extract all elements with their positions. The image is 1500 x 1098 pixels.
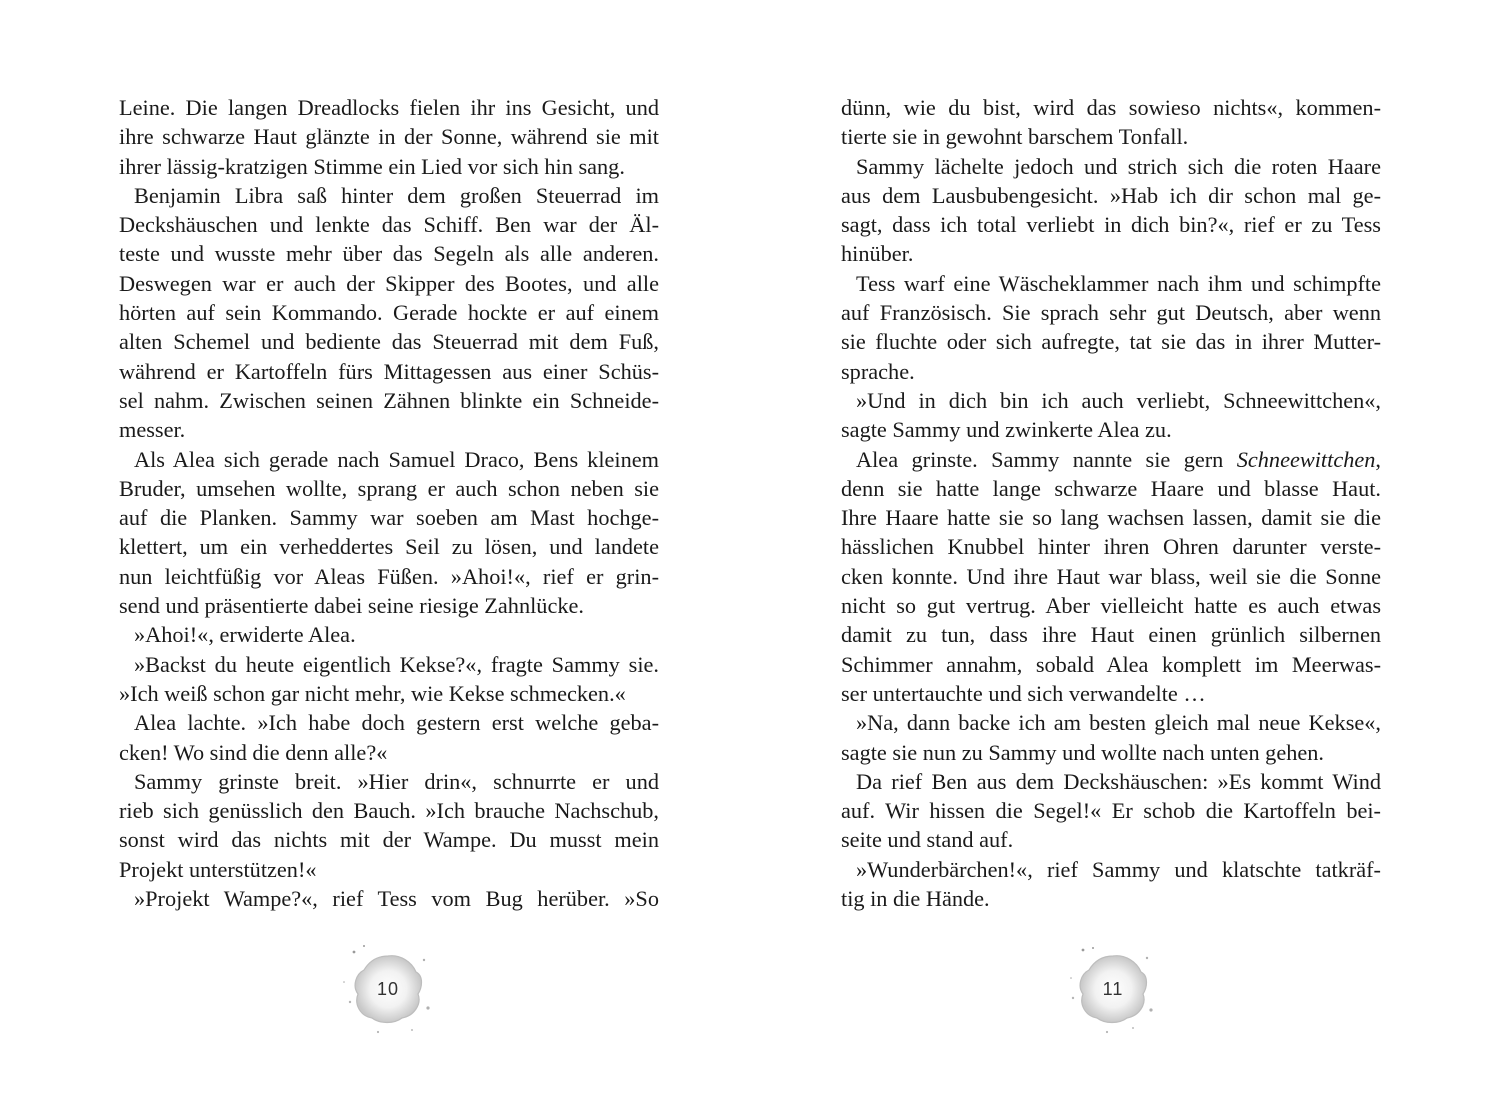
text-line: ihrer lässig-kratzigen Stimme ein Lied vor sich hin sang. [119,153,625,179]
text-line: Deckshäuschen und lenkte das Schiff. Ben war der Äl- [119,212,659,238]
text-line: Sammy grinste breit. »Hier drin«, schnurrte er und [134,768,659,794]
text-line [841,445,1381,474]
left-page-text [119,93,659,913]
text-line: Da rief Ben aus dem Deckshäuschen: »Es kommt Wind [856,768,1381,794]
text-line: Projekt unterstützen!« [119,856,317,882]
text-line: damit zu tun, dass ihre Haut einen grünlich silbernen [841,622,1381,648]
text-line: sonst wird das nichts mit der Wampe. Du musst mein [119,827,659,853]
text-line: Sammy lächelte jedoch und strich sich die roten Haare [856,153,1381,179]
text-line: auf. Wir hissen die Segel!« Er schob die Kartoffeln bei- [841,798,1381,824]
text-line: ser untertauchte und sich verwandelte … [841,680,1206,706]
page-number: 10 [376,978,400,999]
text-line: Tess warf eine Wäscheklammer nach ihm und schimpfte [856,270,1381,296]
text-line: cken konnte. Und ihre Haut war blass, weil sie die Sonne [841,563,1381,589]
text-line: messer. [119,417,186,443]
text-line: Alea lachte. »Ich habe doch gestern erst welche geba- [134,710,659,736]
text-line-part: Alea grinste. Sammy nannte sie gern [856,446,1237,472]
text-line: »Na, dann backe ich am besten gleich mal neue Kekse«, [856,710,1381,736]
text-line: auf Französisch. Sie sprach sehr gut Deutsch, aber wenn [841,300,1381,326]
text-line: Deswegen war er auch der Skipper des Bootes, und alle [119,270,659,296]
text-line: Schimmer annahm, sobald Alea komplett im Meerwas- [841,651,1381,677]
text-line: sagte Sammy und zwinkerte Alea zu. [841,417,1172,443]
text-line: sel nahm. Zwischen seinen Zähnen blinkte ein Schneide- [119,387,659,413]
text-line: nun leichtfüßig vor Aleas Füßen. »Ahoi!«, rief er grin- [119,563,659,589]
page-number-right [1063,938,1163,1038]
text-line: »Backst du heute eigentlich Kekse?«, fragte Sammy sie. [134,651,659,677]
text-line: alten Schemel und bediente das Steuerrad mit dem Fuß, [119,329,659,355]
text-line: cken! Wo sind die denn alle?« [119,739,388,765]
text-line: send und präsentierte dabei seine riesige Zahnlücke. [119,593,584,619]
text-line: hinüber. [841,241,914,267]
text-line: teste und wusste mehr über das Segeln als alle anderen. [119,241,659,267]
text-line: während er Kartoffeln fürs Mittagessen aus einer Schüs- [119,358,659,384]
text-line: »Wunderbärchen!«, rief Sammy und klatschte tatkräf- [856,856,1381,882]
text-line: dünn, wie du bist, wird das sowieso nichts«, kommen- [841,95,1381,120]
text-line: sagte sie nun zu Sammy und wollte nach unten gehen. [841,739,1324,765]
text-line: hässlichen Knubbel hinter ihren Ohren darunter verste- [841,534,1381,560]
text-line: auf die Planken. Sammy war soeben am Mast hochge- [119,505,659,531]
text-line: rieb sich genüsslich den Bauch. »Ich brauche Nachschub, [119,798,659,824]
text-line: tierte sie in gewohnt barschem Tonfall. [841,124,1189,150]
text-line: sie fluchte oder sich aufregte, tat sie das in ihrer Mutter- [841,329,1381,355]
text-line: »Ich weiß schon gar nicht mehr, wie Kekse schmecken.« [119,680,626,706]
text-line: »Ahoi!«, erwiderte Alea. [134,622,356,648]
text-line: nicht so gut vertrug. Aber vielleicht hatte es auch etwas [841,593,1381,619]
text-line-part: , [1375,446,1381,472]
text-line: Leine. Die langen Dreadlocks fielen ihr ins Gesicht, und [119,95,659,120]
text-line: Benjamin Libra saß hinter dem großen Steuerrad im [134,182,659,208]
text-line: sagt, dass ich total verliebt in dich bin?«, rief er zu Tess [841,212,1381,238]
text-line: Als Alea sich gerade nach Samuel Draco, Bens kleinem [134,446,659,472]
text-line: sprache. [841,358,915,384]
text-line: tig in die Hände. [841,886,990,912]
page-number: 11 [1102,978,1124,999]
right-page-text [841,93,1381,913]
right-page [750,0,1500,1098]
text-line: Ihre Haare hatte sie so lang wachsen lassen, damit sie die [841,505,1381,531]
text-line: »Und in dich bin ich auch verliebt, Schneewittchen«, [856,387,1381,413]
text-line: Bruder, umsehen wollte, sprang er auch schon neben sie [119,475,659,501]
text-line: hörten auf sein Kommando. Gerade hockte er auf einem [119,300,659,326]
text-line: »Projekt Wampe?«, rief Tess vom Bug herüber. »So [134,886,659,912]
text-line: ihre schwarze Haut glänzte in der Sonne, während sie mit [119,124,659,150]
text-line: aus dem Lausbubengesicht. »Hab ich dir schon mal ge- [841,182,1381,208]
page-number-left [338,938,438,1038]
text-line-italic: Schneewittchen [1236,446,1376,472]
text-line: denn sie hatte lange schwarze Haare und blasse Haut. [841,475,1381,501]
text-line: klettert, um ein verheddertes Seil zu lösen, und landete [119,534,659,560]
text-line: seite und stand auf. [841,827,1014,853]
